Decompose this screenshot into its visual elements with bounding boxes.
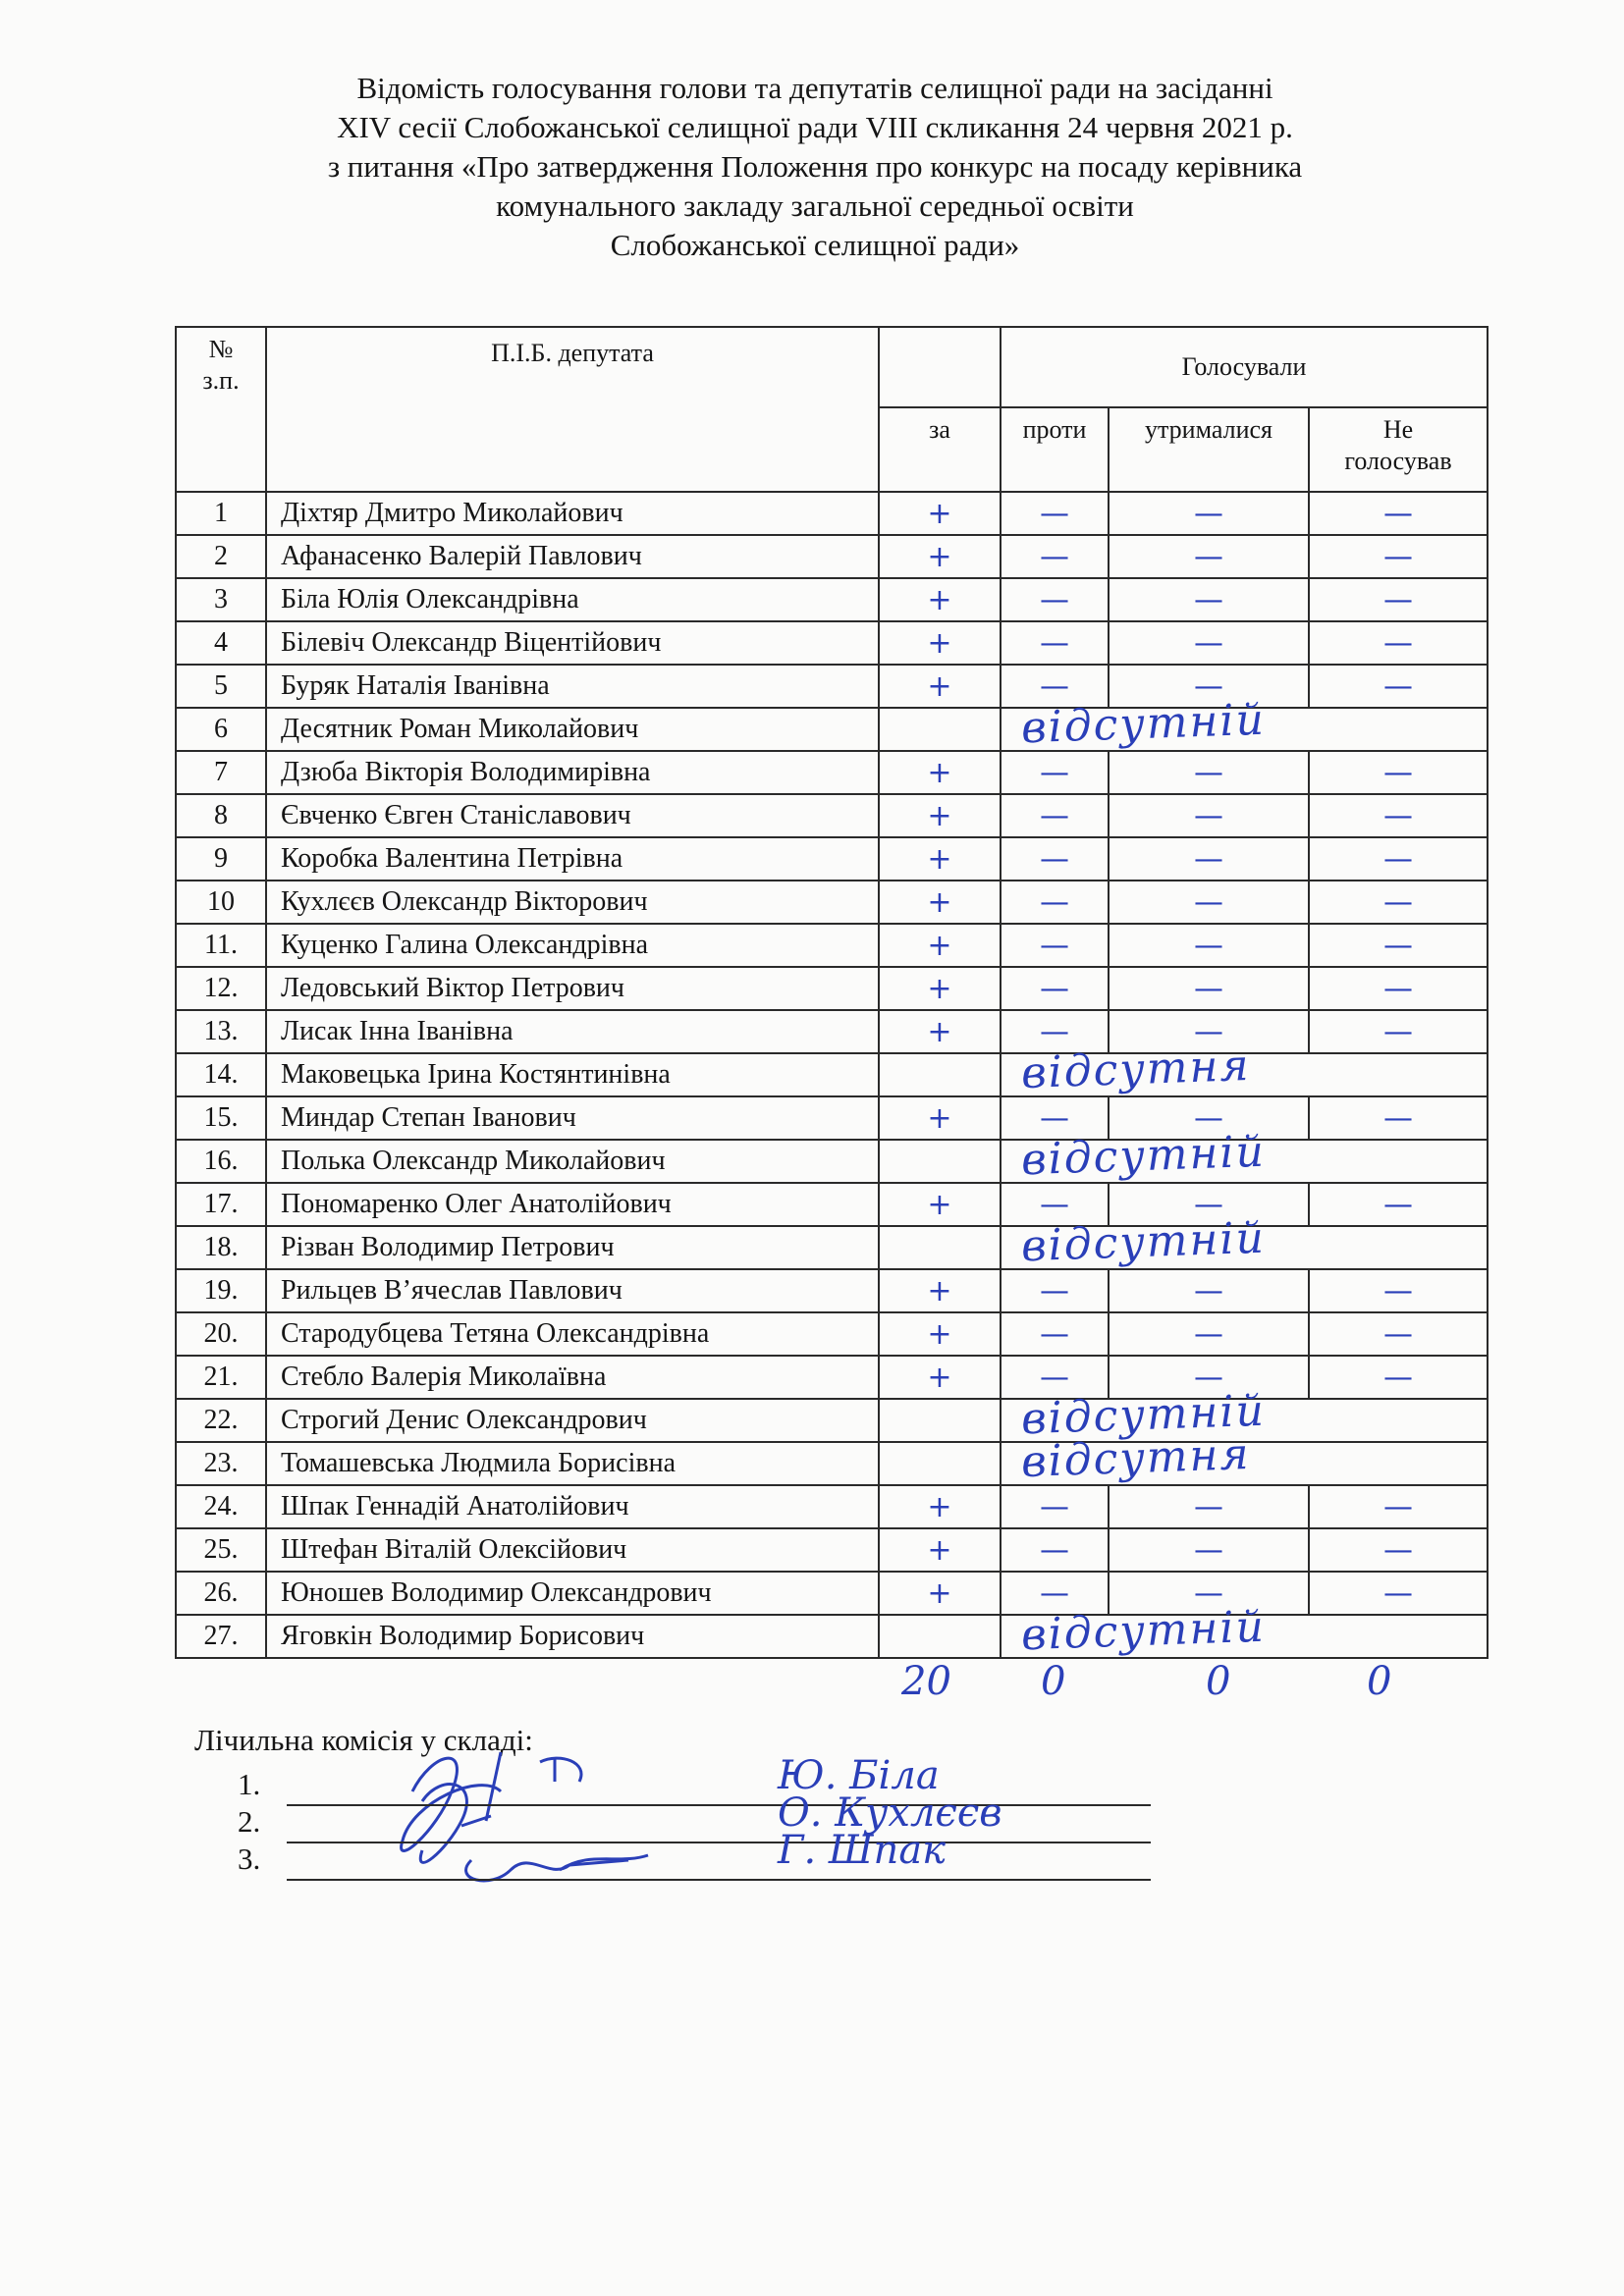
vote-for-mark: + xyxy=(927,582,952,617)
document-title xyxy=(147,69,1483,265)
vote-for-cell xyxy=(879,1442,1001,1485)
deputy-name: Білевіч Олександр Віцентійович xyxy=(266,621,879,665)
vote-abstained-mark: — xyxy=(1194,1316,1223,1352)
vote-for-cell xyxy=(879,1399,1001,1442)
vote-for-mark: + xyxy=(927,668,952,704)
vote-against-mark: — xyxy=(1040,798,1069,833)
vote-abstained-cell xyxy=(1109,1528,1309,1572)
table-row xyxy=(176,1485,1488,1528)
commission-member-name: О. Кухлєєв xyxy=(778,1790,1002,1836)
vote-not-voted-mark: — xyxy=(1383,1273,1413,1308)
vote-against-mark: — xyxy=(1040,582,1069,617)
vote-against-mark: — xyxy=(1040,1360,1069,1395)
vote-for-cell xyxy=(879,1572,1001,1615)
commission-member-number: 3. xyxy=(238,1842,261,1876)
vote-for-cell xyxy=(879,881,1001,924)
header-not-voted-line1: Не xyxy=(1382,415,1414,444)
row-number: 21. xyxy=(176,1356,266,1399)
deputy-name: Полька Олександр Миколайович xyxy=(266,1140,879,1183)
vote-not-voted-mark: — xyxy=(1383,755,1413,790)
deputy-name: Рильцев В’ячеслав Павлович xyxy=(266,1269,879,1312)
vote-against-mark: — xyxy=(1040,1273,1069,1308)
row-number: 6 xyxy=(176,708,266,751)
vote-not-voted-cell xyxy=(1309,665,1488,708)
vote-against-cell xyxy=(1001,837,1109,881)
deputy-name: Буряк Наталія Іванівна xyxy=(266,665,879,708)
table-row xyxy=(176,1096,1488,1140)
vote-abstained-mark: — xyxy=(1194,539,1223,574)
vote-abstained-mark: — xyxy=(1194,928,1223,963)
vote-for-cell xyxy=(879,1010,1001,1053)
vote-not-voted-cell xyxy=(1309,492,1488,535)
header-not-voted xyxy=(1309,407,1488,492)
vote-for-cell xyxy=(879,492,1001,535)
vote-for-cell xyxy=(879,665,1001,708)
deputy-name: Лисак Інна Іванівна xyxy=(266,1010,879,1053)
deputy-name: Різван Володимир Петрович xyxy=(266,1226,879,1269)
vote-for-cell xyxy=(879,837,1001,881)
vote-not-voted-mark: — xyxy=(1383,496,1413,531)
row-number: 20. xyxy=(176,1312,266,1356)
absent-cell xyxy=(1001,1601,1488,1661)
vote-against-cell xyxy=(1001,492,1109,535)
vote-not-voted-cell xyxy=(1309,1096,1488,1140)
vote-abstained-cell xyxy=(1109,1269,1309,1312)
vote-not-voted-mark: — xyxy=(1383,1316,1413,1352)
vote-not-voted-mark: — xyxy=(1383,841,1413,877)
absent-note: відсутній xyxy=(1020,1385,1267,1445)
vote-abstained-mark: — xyxy=(1194,1575,1223,1611)
absent-cell xyxy=(1001,1212,1488,1272)
table-body xyxy=(176,492,1488,1661)
absent-note: відсутня xyxy=(1020,1040,1252,1099)
table-row xyxy=(176,1356,1488,1399)
deputy-name: Куценко Галина Олександрівна xyxy=(266,924,879,967)
vote-for-mark: + xyxy=(927,1575,952,1611)
vote-abstained-mark: — xyxy=(1194,1489,1223,1524)
row-number: 4 xyxy=(176,621,266,665)
vote-for-cell xyxy=(879,1269,1001,1312)
vote-not-voted-cell xyxy=(1309,578,1488,621)
vote-abstained-mark: — xyxy=(1194,798,1223,833)
vote-for-cell xyxy=(879,1485,1001,1528)
vote-abstained-mark: — xyxy=(1194,1014,1223,1049)
vote-for-mark: + xyxy=(927,1316,952,1352)
vote-against-mark: — xyxy=(1040,1187,1069,1222)
table-row xyxy=(176,708,1488,751)
deputy-name: Стебло Валерія Миколаївна xyxy=(266,1356,879,1399)
vote-against-cell xyxy=(1001,881,1109,924)
header-name: П.І.Б. депутата xyxy=(266,327,879,492)
total-for: 20 xyxy=(901,1659,951,1704)
commission-member-row xyxy=(238,1790,1151,1843)
vote-for-mark: + xyxy=(927,1014,952,1049)
row-number: 14. xyxy=(176,1053,266,1096)
vote-not-voted-mark: — xyxy=(1383,668,1413,704)
table-row xyxy=(176,665,1488,708)
header-for: за xyxy=(879,407,1001,492)
signature-line xyxy=(287,1879,1151,1881)
vote-against-mark: — xyxy=(1040,928,1069,963)
vote-not-voted-mark: — xyxy=(1383,625,1413,661)
title-line-4: комунального закладу загальної середньої освіти xyxy=(496,188,1134,223)
vote-abstained-mark: — xyxy=(1194,884,1223,920)
total-against: 0 xyxy=(1041,1659,1066,1704)
row-number: 19. xyxy=(176,1269,266,1312)
vote-for-mark: + xyxy=(927,1489,952,1524)
table-row xyxy=(176,578,1488,621)
vote-for-cell xyxy=(879,1183,1001,1226)
vote-for-cell xyxy=(879,751,1001,794)
row-number: 27. xyxy=(176,1615,266,1658)
absent-note: відсутній xyxy=(1020,1601,1267,1661)
vote-abstained-mark: — xyxy=(1194,625,1223,661)
table-row xyxy=(176,881,1488,924)
vote-for-cell xyxy=(879,1140,1001,1183)
vote-abstained-mark: — xyxy=(1194,1273,1223,1308)
vote-against-mark: — xyxy=(1040,625,1069,661)
row-number: 22. xyxy=(176,1399,266,1442)
row-number: 24. xyxy=(176,1485,266,1528)
vote-abstained-cell xyxy=(1109,1485,1309,1528)
vote-not-voted-mark: — xyxy=(1383,1575,1413,1611)
vote-for-mark: + xyxy=(927,1360,952,1395)
vote-against-mark: — xyxy=(1040,1575,1069,1611)
absent-note: відсутній xyxy=(1020,1212,1267,1272)
vote-not-voted-cell xyxy=(1309,621,1488,665)
vote-abstained-cell xyxy=(1109,578,1309,621)
vote-for-mark: + xyxy=(927,884,952,920)
vote-against-mark: — xyxy=(1040,841,1069,877)
vote-abstained-mark: — xyxy=(1194,755,1223,790)
vote-for-mark: + xyxy=(927,1273,952,1308)
absent-cell xyxy=(1001,1428,1488,1488)
absent-cell xyxy=(1001,694,1488,754)
vote-for-cell xyxy=(879,1226,1001,1269)
row-number: 2 xyxy=(176,535,266,578)
vote-for-cell xyxy=(879,924,1001,967)
vote-not-voted-cell xyxy=(1309,1528,1488,1572)
table-row xyxy=(176,1572,1488,1615)
vote-not-voted-cell xyxy=(1309,881,1488,924)
vote-abstained-cell xyxy=(1109,1312,1309,1356)
table-row xyxy=(176,621,1488,665)
vote-for-mark: + xyxy=(927,755,952,790)
table-row xyxy=(176,1528,1488,1572)
vote-against-mark: — xyxy=(1040,539,1069,574)
vote-against-mark: — xyxy=(1040,1100,1069,1136)
vote-not-voted-mark: — xyxy=(1383,539,1413,574)
title-line-5: Слобожанської селищної ради» xyxy=(610,228,1020,262)
commission-member-name: Г. Шпак xyxy=(778,1828,947,1873)
vote-against-mark: — xyxy=(1040,1316,1069,1352)
vote-for-mark: + xyxy=(927,1100,952,1136)
vote-abstained-cell xyxy=(1109,535,1309,578)
deputy-name: Штефан Віталій Олексійович xyxy=(266,1528,879,1572)
vote-not-voted-cell xyxy=(1309,1183,1488,1226)
vote-against-mark: — xyxy=(1040,755,1069,790)
vote-abstained-cell xyxy=(1109,837,1309,881)
vote-abstained-mark: — xyxy=(1194,841,1223,877)
vote-abstained-cell xyxy=(1109,881,1309,924)
vote-not-voted-mark: — xyxy=(1383,1100,1413,1136)
header-number-sign: № xyxy=(208,335,234,363)
vote-for-cell xyxy=(879,1615,1001,1658)
table-row xyxy=(176,794,1488,837)
deputy-name: Діхтяр Дмитро Миколайович xyxy=(266,492,879,535)
vote-not-voted-mark: — xyxy=(1383,971,1413,1006)
deputy-name: Стародубцева Тетяна Олександрівна xyxy=(266,1312,879,1356)
vote-not-voted-mark: — xyxy=(1383,798,1413,833)
vote-for-cell xyxy=(879,1053,1001,1096)
header-number xyxy=(176,327,266,492)
row-number: 18. xyxy=(176,1226,266,1269)
commission-member-row xyxy=(238,1753,1151,1806)
row-number: 15. xyxy=(176,1096,266,1140)
table-row xyxy=(176,837,1488,881)
vote-abstained-mark: — xyxy=(1194,582,1223,617)
absent-cell xyxy=(1001,1040,1488,1099)
vote-against-cell xyxy=(1001,1485,1109,1528)
vote-not-voted-cell xyxy=(1309,1485,1488,1528)
vote-against-mark: — xyxy=(1040,1532,1069,1568)
vote-abstained-mark: — xyxy=(1194,1532,1223,1568)
table-row xyxy=(176,1183,1488,1226)
absent-note: відсутній xyxy=(1020,694,1267,754)
vote-not-voted-mark: — xyxy=(1383,884,1413,920)
vote-for-mark: + xyxy=(927,496,952,531)
vote-against-mark: — xyxy=(1040,971,1069,1006)
row-number: 5 xyxy=(176,665,266,708)
table-row xyxy=(176,1269,1488,1312)
row-number: 11. xyxy=(176,924,266,967)
row-number: 23. xyxy=(176,1442,266,1485)
table-row xyxy=(176,492,1488,535)
header-against: проти xyxy=(1001,407,1109,492)
title-line-2: XIV сесії Слобожанської селищної ради VIII скликання 24 червня 2021 р. xyxy=(337,110,1293,144)
voting-table xyxy=(175,326,1489,1659)
commission-label: Лічильна комісія у складі: xyxy=(194,1723,533,1757)
vote-against-cell xyxy=(1001,621,1109,665)
header-voted: Голосували xyxy=(1001,327,1488,407)
table-row xyxy=(176,1312,1488,1356)
commission-member-name: Ю. Біла xyxy=(778,1753,940,1798)
commission-member-row xyxy=(238,1828,1151,1881)
table-row xyxy=(176,967,1488,1010)
vote-for-mark: + xyxy=(927,1532,952,1568)
total-abstained: 0 xyxy=(1206,1659,1231,1704)
deputy-name: Маковецька Ірина Костянтинівна xyxy=(266,1053,879,1096)
vote-not-voted-cell xyxy=(1309,1312,1488,1356)
vote-for-mark: + xyxy=(927,798,952,833)
vote-for-cell xyxy=(879,1096,1001,1140)
vote-not-voted-cell xyxy=(1309,535,1488,578)
vote-abstained-cell xyxy=(1109,924,1309,967)
row-number: 17. xyxy=(176,1183,266,1226)
row-number: 12. xyxy=(176,967,266,1010)
row-number: 26. xyxy=(176,1572,266,1615)
vote-for-cell xyxy=(879,1528,1001,1572)
deputy-name: Афанасенко Валерій Павлович xyxy=(266,535,879,578)
vote-against-mark: — xyxy=(1040,496,1069,531)
vote-for-mark: + xyxy=(927,971,952,1006)
vote-not-voted-cell xyxy=(1309,1269,1488,1312)
vote-against-mark: — xyxy=(1040,1489,1069,1524)
vote-for-mark: + xyxy=(927,1187,952,1222)
deputy-name: Пономаренко Олег Анатолійович xyxy=(266,1183,879,1226)
vote-for-cell xyxy=(879,578,1001,621)
vote-abstained-cell xyxy=(1109,794,1309,837)
vote-not-voted-cell xyxy=(1309,794,1488,837)
vote-not-voted-cell xyxy=(1309,1572,1488,1615)
absent-note: відсутня xyxy=(1020,1428,1252,1488)
row-number: 25. xyxy=(176,1528,266,1572)
table-row xyxy=(176,535,1488,578)
vote-not-voted-cell xyxy=(1309,1356,1488,1399)
vote-abstained-mark: — xyxy=(1194,971,1223,1006)
vote-against-mark: — xyxy=(1040,884,1069,920)
deputy-name: Євченко Євген Станіславович xyxy=(266,794,879,837)
vote-not-voted-mark: — xyxy=(1383,1187,1413,1222)
deputy-name: Яговкін Володимир Борисович xyxy=(266,1615,879,1658)
vote-for-mark: + xyxy=(927,539,952,574)
vote-abstained-cell xyxy=(1109,621,1309,665)
vote-against-cell xyxy=(1001,578,1109,621)
title-line-3: з питання «Про затвердження Положення про конкурс на посаду керівника xyxy=(327,149,1303,184)
vote-abstained-cell xyxy=(1109,492,1309,535)
row-number: 3 xyxy=(176,578,266,621)
vote-not-voted-cell xyxy=(1309,837,1488,881)
deputy-name: Миндар Степан Іванович xyxy=(266,1096,879,1140)
vote-not-voted-mark: — xyxy=(1383,1014,1413,1049)
vote-abstained-cell xyxy=(1109,967,1309,1010)
vote-for-cell xyxy=(879,1312,1001,1356)
vote-against-cell xyxy=(1001,751,1109,794)
table-row xyxy=(176,1442,1488,1485)
vote-against-cell xyxy=(1001,535,1109,578)
row-number: 8 xyxy=(176,794,266,837)
table-row xyxy=(176,1615,1488,1658)
vote-against-cell xyxy=(1001,1528,1109,1572)
deputy-name: Строгий Денис Олександрович xyxy=(266,1399,879,1442)
row-number: 7 xyxy=(176,751,266,794)
vote-not-voted-mark: — xyxy=(1383,582,1413,617)
vote-for-cell xyxy=(879,535,1001,578)
absent-cell xyxy=(1001,1126,1488,1186)
absent-note: відсутній xyxy=(1020,1126,1267,1186)
vote-abstained-mark: — xyxy=(1194,1100,1223,1136)
vote-for-cell xyxy=(879,1356,1001,1399)
vote-against-cell xyxy=(1001,1269,1109,1312)
vote-for-cell xyxy=(879,708,1001,751)
vote-not-voted-mark: — xyxy=(1383,1489,1413,1524)
table-row xyxy=(176,751,1488,794)
deputy-name: Томашевська Людмила Борисівна xyxy=(266,1442,879,1485)
deputy-name: Дзюба Вікторія Володимирівна xyxy=(266,751,879,794)
table-row xyxy=(176,1140,1488,1183)
vote-abstained-mark: — xyxy=(1194,1360,1223,1395)
deputy-name: Юнoшев Володимир Олександрович xyxy=(266,1572,879,1615)
table-row xyxy=(176,1053,1488,1096)
table-row xyxy=(176,1399,1488,1442)
vote-abstained-mark: — xyxy=(1194,668,1223,704)
vote-against-cell xyxy=(1001,1312,1109,1356)
row-number: 16. xyxy=(176,1140,266,1183)
deputy-name: Ледовський Віктор Петрович xyxy=(266,967,879,1010)
deputy-name: Десятник Роман Миколайович xyxy=(266,708,879,751)
vote-not-voted-mark: — xyxy=(1383,928,1413,963)
commission-member-number: 1. xyxy=(238,1767,261,1801)
row-number: 1 xyxy=(176,492,266,535)
title-line-1: Відомість голосування голови та депутатів селищної ради на засіданні xyxy=(356,71,1273,105)
vote-against-mark: — xyxy=(1040,668,1069,704)
vote-for-mark: + xyxy=(927,928,952,963)
vote-against-mark: — xyxy=(1040,1014,1069,1049)
vote-not-voted-cell xyxy=(1309,924,1488,967)
vote-for-cell xyxy=(879,621,1001,665)
row-number: 10 xyxy=(176,881,266,924)
vote-for-cell xyxy=(879,794,1001,837)
vote-not-voted-cell xyxy=(1309,967,1488,1010)
row-number: 13. xyxy=(176,1010,266,1053)
vote-abstained-cell xyxy=(1109,751,1309,794)
vote-not-voted-cell xyxy=(1309,751,1488,794)
vote-against-cell xyxy=(1001,924,1109,967)
vote-for-mark: + xyxy=(927,841,952,877)
table-row xyxy=(176,1226,1488,1269)
vote-abstained-mark: — xyxy=(1194,1187,1223,1222)
vote-not-voted-cell xyxy=(1309,1010,1488,1053)
vote-abstained-mark: — xyxy=(1194,496,1223,531)
vote-not-voted-mark: — xyxy=(1383,1360,1413,1395)
row-number: 9 xyxy=(176,837,266,881)
vote-for-mark: + xyxy=(927,625,952,661)
vote-for-cell xyxy=(879,967,1001,1010)
header-not-voted-line2: голосував xyxy=(1344,447,1452,475)
vote-against-cell xyxy=(1001,967,1109,1010)
deputy-name: Шпак Геннадій Анатолійович xyxy=(266,1485,879,1528)
total-not-voted: 0 xyxy=(1367,1659,1392,1704)
header-number-abbr: з.п. xyxy=(202,366,240,395)
commission-member-number: 2. xyxy=(238,1804,261,1839)
deputy-name: Коробка Валентина Петрівна xyxy=(266,837,879,881)
header-abstained: утрималися xyxy=(1109,407,1309,492)
vote-against-cell xyxy=(1001,794,1109,837)
deputy-name: Кухлєєв Олександр Вікторович xyxy=(266,881,879,924)
deputy-name: Біла Юлія Олександрівна xyxy=(266,578,879,621)
table-row xyxy=(176,924,1488,967)
vote-not-voted-mark: — xyxy=(1383,1532,1413,1568)
table-row xyxy=(176,1010,1488,1053)
